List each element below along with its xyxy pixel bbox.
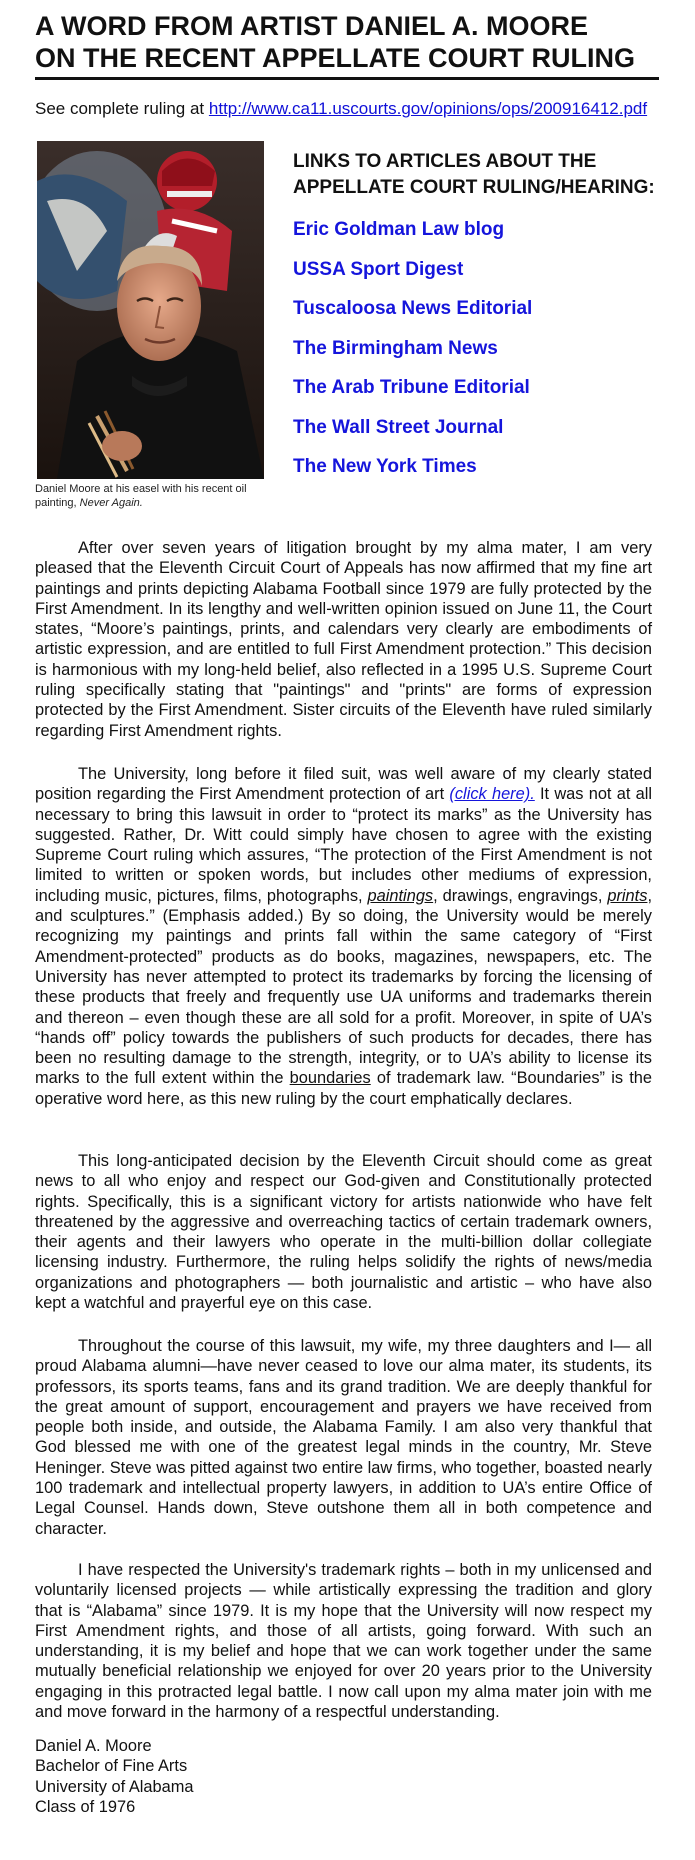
link-wall-street-journal[interactable]: The Wall Street Journal	[293, 416, 504, 438]
list-item	[293, 454, 532, 494]
link-new-york-times[interactable]: The New York Times	[293, 456, 477, 477]
list-item	[293, 415, 532, 455]
article-links-list	[293, 217, 532, 494]
emphasis-paintings: paintings	[367, 886, 434, 905]
signature-school: University of Alabama	[35, 1777, 194, 1796]
headline-line-1: A WORD FROM ARTIST DANIEL A. MOORE	[35, 11, 588, 41]
paragraph-2	[35, 764, 652, 1109]
headline-divider	[35, 77, 659, 80]
painting-title: Never Again.	[79, 497, 143, 509]
signature-degree: Bachelor of Fine Arts	[35, 1757, 188, 1776]
articles-heading-line-2: APPELLATE COURT RULING/HEARING:	[293, 177, 655, 198]
ruling-reference	[35, 98, 647, 120]
click-here-link[interactable]: (click here).	[449, 785, 535, 804]
paragraph-4-text: Throughout the course of this lawsuit, my wife, my three daughters and I— all proud Alabama alumni—have never ceased to love our alma mater, its students, its professors, its sports teams, fans and its grand tradition. We are deeply thankful for the great amount of support, encouragement and prayers we have received from people both inside, and outside, the Alabama Family. I am also very thankful that God blessed me with one of the greatest legal minds in the country, Mr. Steve Heninger. Steve was pitted against two entire law firms, who together, boasted nearly 100 trademark and intellectual property lawyers, in addition to UA’s entire Office of Legal Counsel. Hands down, Steve outshone them all in both competence and character.	[35, 1337, 652, 1538]
signature-block	[35, 1736, 194, 1817]
link-birmingham-news[interactable]: The Birmingham News	[293, 337, 498, 359]
list-item	[293, 257, 532, 297]
paragraph-3	[35, 1151, 652, 1313]
paragraph-4	[35, 1336, 652, 1539]
artist-photo	[37, 141, 264, 479]
photo-caption	[35, 482, 275, 510]
paragraph-3-text: This long-anticipated decision by the Eleventh Circuit should come as great news to all who enjoy and respect our God-given and Constitutionally protected rights. Specifically, this is a significant victory for artists nationwide who have felt threatened by the aggressive and overreaching tactics of certain trademark owners, their agents and their lawyers who operate in the multi-billion dollar collegiate licensing industry. Furthermore, the ruling helps solidify the rights of news/media organizations and photographers — both journalistic and artistic – who have also kept a watchful and prayerful eye on this case.	[35, 1152, 652, 1313]
ruling-prefix: See complete ruling at	[35, 99, 209, 118]
list-item	[293, 217, 532, 257]
link-tuscaloosa-news-editorial[interactable]: Tuscaloosa News Editorial	[293, 298, 533, 319]
paragraph-5-text: I have respected the University's trademark rights – both in my unlicensed and voluntarily licensed projects — while artistically expressing the tradition and glory that is “Alabama” since 1979. It is my hope that the University will now respect my First Amendment rights, and those of all artists, going forward. With such an understanding, it is my belief and hope that we can work together under the same mutually beneficial relationship we enjoyed for over 20 years prior to the University engaging in this protracted legal battle. I now call upon my alma mater join with me and move forward in the harmony of a respectful understanding.	[35, 1561, 652, 1722]
articles-heading-line-1: LINKS TO ARTICLES ABOUT THE	[293, 151, 597, 172]
paragraph-2-text-c: , drawings, engravings,	[433, 886, 608, 905]
signature-class: Class of 1976	[35, 1797, 136, 1816]
artist-photo-illustration	[37, 141, 264, 479]
emphasis-prints: prints	[607, 886, 648, 905]
photo-caption-text: Daniel Moore at his easel with his recent oil painting,	[35, 483, 247, 509]
ruling-pdf-link[interactable]: http://www.ca11.uscourts.gov/opinions/ops/200916412.pdf	[208, 99, 648, 118]
paragraph-2-text-b: It was not at all necessary to bring this lawsuit in order to “protect its marks” as the University has suggested. Rather, Dr. Witt could simply have chosen to agree with the existing Supreme Court ruling which assures, “The protection of the First Amendment is not limited to written or spoken words, but includes other mediums of expression, including music, pictures, films, photographs,	[35, 785, 652, 905]
signature-name: Daniel A. Moore	[35, 1737, 152, 1755]
emphasis-boundaries: boundaries	[289, 1069, 371, 1088]
headline-line-2: ON THE RECENT APPELLATE COURT RULING	[35, 43, 635, 73]
paragraph-1-text: After over seven years of litigation brought by my alma mater, I am very pleased that the Eleventh Circuit Court of Appeals has now affirmed that my fine art paintings and prints depicting Alabama Football since 1979 are fully protected by the First Amendment. In its lengthy and well-written opinion issued on June 11, the Court states, “Moore’s paintings, prints, and calendars very clearly are embodiments of artistic expression, and are entitled to full First Amendment protection.” This decision is harmonious with my long-held belief, also reflected in a 1995 U.S. Supreme Court ruling specifically stating that "paintings" and "prints" are forms of expression protected by the First Amendment. Sister circuits of the Eleventh have ruled similarly regarding First Amendment rights.	[35, 539, 652, 740]
articles-heading	[293, 149, 673, 201]
paragraph-2-text-d: , and sculptures.” (Emphasis added.) By so doing, the University would be merely recognizing my paintings and prints fall within the same category of “First Amendment-protected” products as do books, magazines, newspapers, etc. The University has never attempted to protect its trademarks by forcing the licensing of these products that freely and frequently use UA uniforms and trademarks therein and thereon – even though these are all sold for a profit. Moreover, in spite of UA’s “hands off” policy towards the publishers of such products for decades, there has been no resulting damage to the strength, integrity, or to UA’s ability to license its marks to the full extent within the	[35, 886, 652, 1088]
list-item	[293, 336, 532, 376]
list-item	[293, 375, 532, 415]
paragraph-2-text-e: of trademark law. “Boundaries” is the operative word here, as this new ruling by the court emphatically declares.	[35, 1069, 652, 1108]
page-headline	[35, 10, 660, 74]
link-eric-goldman-law-blog[interactable]: Eric Goldman Law blog	[293, 219, 505, 240]
paragraph-1	[35, 538, 652, 741]
paragraph-5	[35, 1560, 652, 1722]
link-ussa-sport-digest[interactable]: USSA Sport Digest	[293, 258, 464, 280]
paragraph-2-text-a: The University, long before it filed suit, was well aware of my clearly stated position regarding the First Amendment protection of art	[35, 765, 652, 804]
list-item	[293, 296, 532, 336]
link-arab-tribune-editorial[interactable]: The Arab Tribune Editorial	[293, 377, 530, 398]
